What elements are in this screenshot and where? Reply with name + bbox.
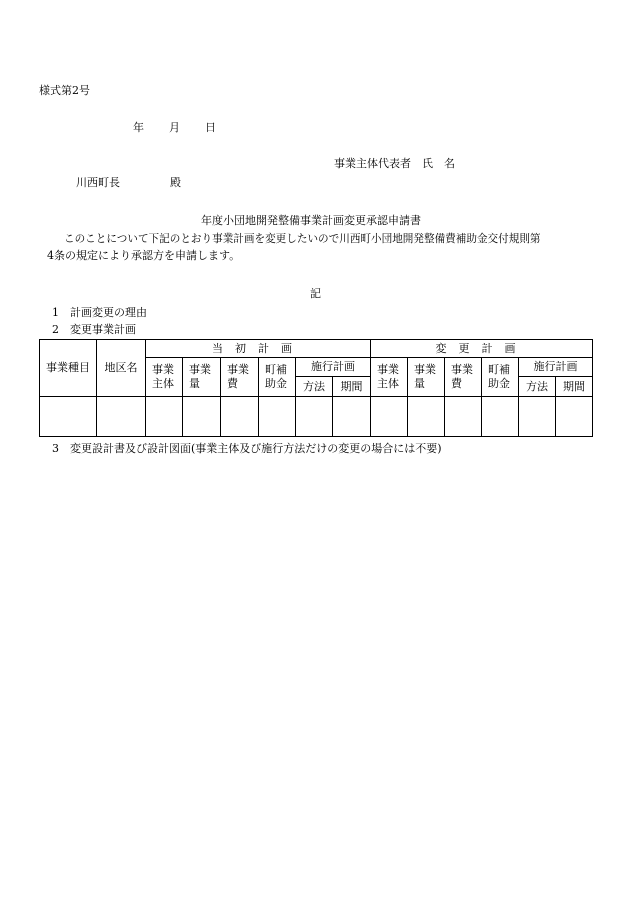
cell-chg-period xyxy=(556,397,593,437)
document-title: 年度小団地開発整備事業計画変更承認申請書 xyxy=(201,214,421,227)
date-year: 年 xyxy=(133,121,144,134)
chg-period-header: 期間 xyxy=(556,377,593,397)
chg-volume-header: 事業 量 xyxy=(408,358,445,397)
ki-heading: 記 xyxy=(310,287,321,300)
header-changed-plan: 変更計画 xyxy=(371,340,593,358)
item-3: 3 変更設計書及び設計図面(事業主体及び施行方法だけの変更の場合には不要) xyxy=(52,442,442,455)
table-row xyxy=(40,397,593,437)
cell-orig-method xyxy=(296,397,333,437)
cell-chg-method xyxy=(519,397,556,437)
chg-entity-header: 事業 主体 xyxy=(371,358,408,397)
header-business-type: 事業種目 xyxy=(40,340,97,397)
chg-cost-header: 事業 費 xyxy=(445,358,482,397)
chg-method-header: 方法 xyxy=(519,377,556,397)
form-number: 様式第2号 xyxy=(39,84,90,97)
change-plan-table xyxy=(39,339,593,437)
orig-cost-header: 事業 費 xyxy=(221,358,259,397)
chg-execution-plan-header: 施行計画 xyxy=(519,358,593,377)
header-area-name: 地区名 xyxy=(97,340,146,397)
orig-entity-header: 事業 主体 xyxy=(146,358,183,397)
cell-orig-entity xyxy=(146,397,183,437)
orig-period-header: 期間 xyxy=(333,377,371,397)
addressee-honorific: 殿 xyxy=(170,176,181,189)
item-1: 1 計画変更の理由 xyxy=(52,306,147,319)
cell-chg-subsidy xyxy=(482,397,519,437)
orig-execution-plan-header: 施行計画 xyxy=(296,358,371,377)
header-original-plan: 当初計画 xyxy=(146,340,371,358)
addressee-name: 川西町長 xyxy=(76,176,120,189)
body-line-2: 4条の規定により承認方を申請します。 xyxy=(47,249,241,262)
cell-chg-cost xyxy=(445,397,482,437)
date-month: 月 xyxy=(169,121,180,134)
applicant-line: 事業主体代表者 氏 名 xyxy=(334,157,455,170)
item-2: 2 変更事業計画 xyxy=(52,323,136,336)
orig-method-header: 方法 xyxy=(296,377,333,397)
body-line-1: このことについて下記のとおり事業計画を変更したいので川西町小団地開発整備費補助金交付規則第 xyxy=(64,233,541,245)
cell-orig-period xyxy=(333,397,371,437)
orig-subsidy-header: 町補 助金 xyxy=(259,358,296,397)
orig-volume-header: 事業 量 xyxy=(183,358,221,397)
cell-orig-volume xyxy=(183,397,221,437)
cell-area-name xyxy=(97,397,146,437)
date-day: 日 xyxy=(205,121,216,134)
cell-orig-subsidy xyxy=(259,397,296,437)
cell-orig-cost xyxy=(221,397,259,437)
cell-business-type xyxy=(40,397,97,437)
cell-chg-volume xyxy=(408,397,445,437)
cell-chg-entity xyxy=(371,397,408,437)
chg-subsidy-header: 町補 助金 xyxy=(482,358,519,397)
